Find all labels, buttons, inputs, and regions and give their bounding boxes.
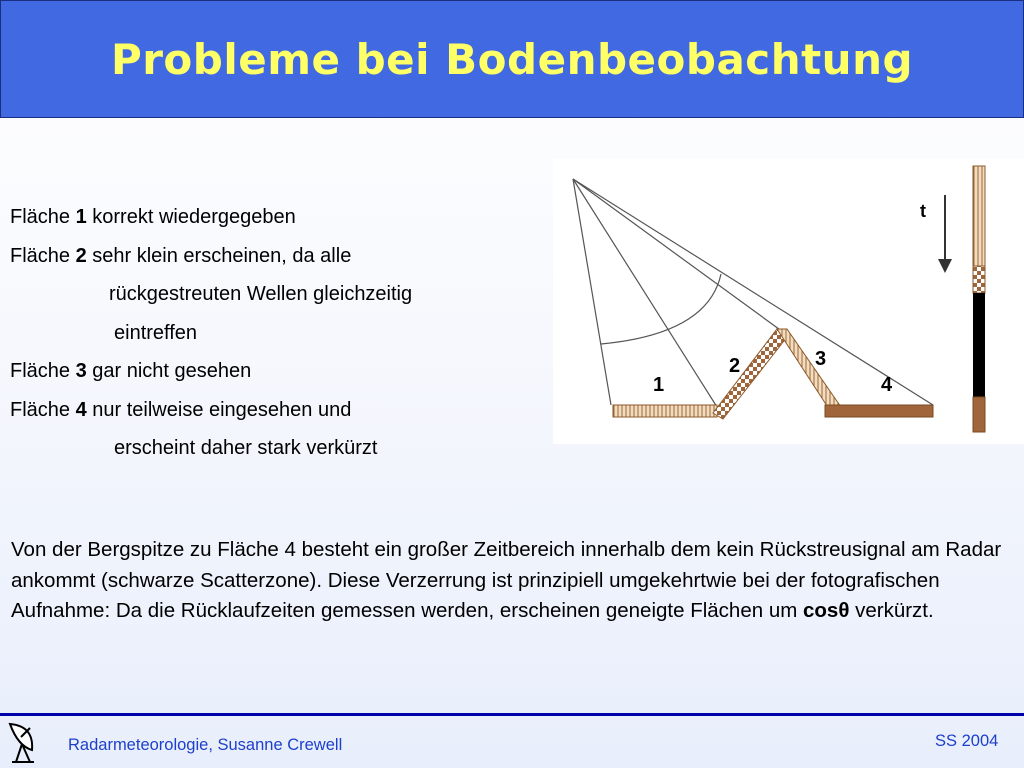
bullet-text: korrekt wiedergegeben	[86, 206, 296, 228]
bullet-text: Fläche	[10, 244, 76, 267]
surface-number: 1	[75, 206, 87, 228]
surface-1-label: 1	[653, 374, 665, 396]
bullet-line	[10, 391, 412, 430]
bullet-text: nur teilweise eingesehen und	[86, 398, 352, 421]
footer-course: Radarmeteorologie, Susanne Crewell	[68, 736, 343, 754]
bullet-continuation: erscheint daher stark verkürzt	[114, 437, 378, 459]
radar-geometry-diagram	[553, 159, 1024, 444]
cosine-term: cosθ	[803, 599, 850, 622]
time-arrow-head	[938, 259, 952, 273]
surface-3-label: 3	[815, 348, 827, 370]
title-bar	[0, 0, 1024, 118]
bullet-continuation: eintreffen	[114, 321, 198, 344]
footer-divider	[0, 713, 1024, 716]
surface-4-label: 4	[881, 374, 893, 396]
time-strip-surface-4	[973, 397, 985, 432]
bullet-text: sehr klein erscheinen, da alle	[86, 244, 352, 267]
page-title: Probleme bei Bodenbeobachtung	[110, 34, 914, 84]
surface-2-label: 2	[729, 355, 741, 377]
surface-number: 2	[75, 244, 87, 267]
time-strip-scatter-zone	[973, 293, 985, 397]
bullet-list	[10, 198, 412, 468]
time-strip-surface-2	[973, 266, 985, 293]
bullet-continuation: rückgestreuten Wellen gleichzeitig	[109, 283, 413, 305]
surface-number: 3	[75, 360, 87, 382]
explanation-paragraph	[11, 535, 1011, 627]
paragraph-tail: verkürzt.	[849, 599, 934, 622]
surface-1	[613, 405, 717, 417]
bullet-line	[10, 237, 412, 276]
diagram-svg	[553, 159, 1024, 444]
paragraph-text: Von der Bergspitze zu Fläche 4 besteht ein großer Zeitbereich innerhalb dem kein Rückstreusignal am Radar ankommt (schwarze Scatterzone). Diese Verzerrung ist prinzipiell umgekehrtwie bei der fotografischen Aufnahme: Da die Rücklaufzeiten gemessen werden, erscheinen geneigte Flächen um	[11, 538, 1002, 622]
bullet-text: gar nicht gesehen	[86, 360, 252, 382]
footer-semester: SS 2004	[935, 732, 999, 750]
time-strip-surface-1	[973, 166, 985, 266]
bullet-line	[10, 352, 412, 391]
range-arc	[601, 274, 721, 344]
bullet-line	[10, 198, 412, 237]
time-label: t	[920, 201, 926, 221]
radar-dish-icon	[4, 716, 40, 764]
surface-number: 4	[75, 398, 87, 421]
bullet-text: Fläche	[10, 398, 76, 421]
bullet-text: Fläche	[10, 360, 76, 382]
surface-2	[713, 329, 787, 419]
surface-4	[825, 405, 933, 417]
bullet-text: Fläche	[10, 206, 76, 228]
